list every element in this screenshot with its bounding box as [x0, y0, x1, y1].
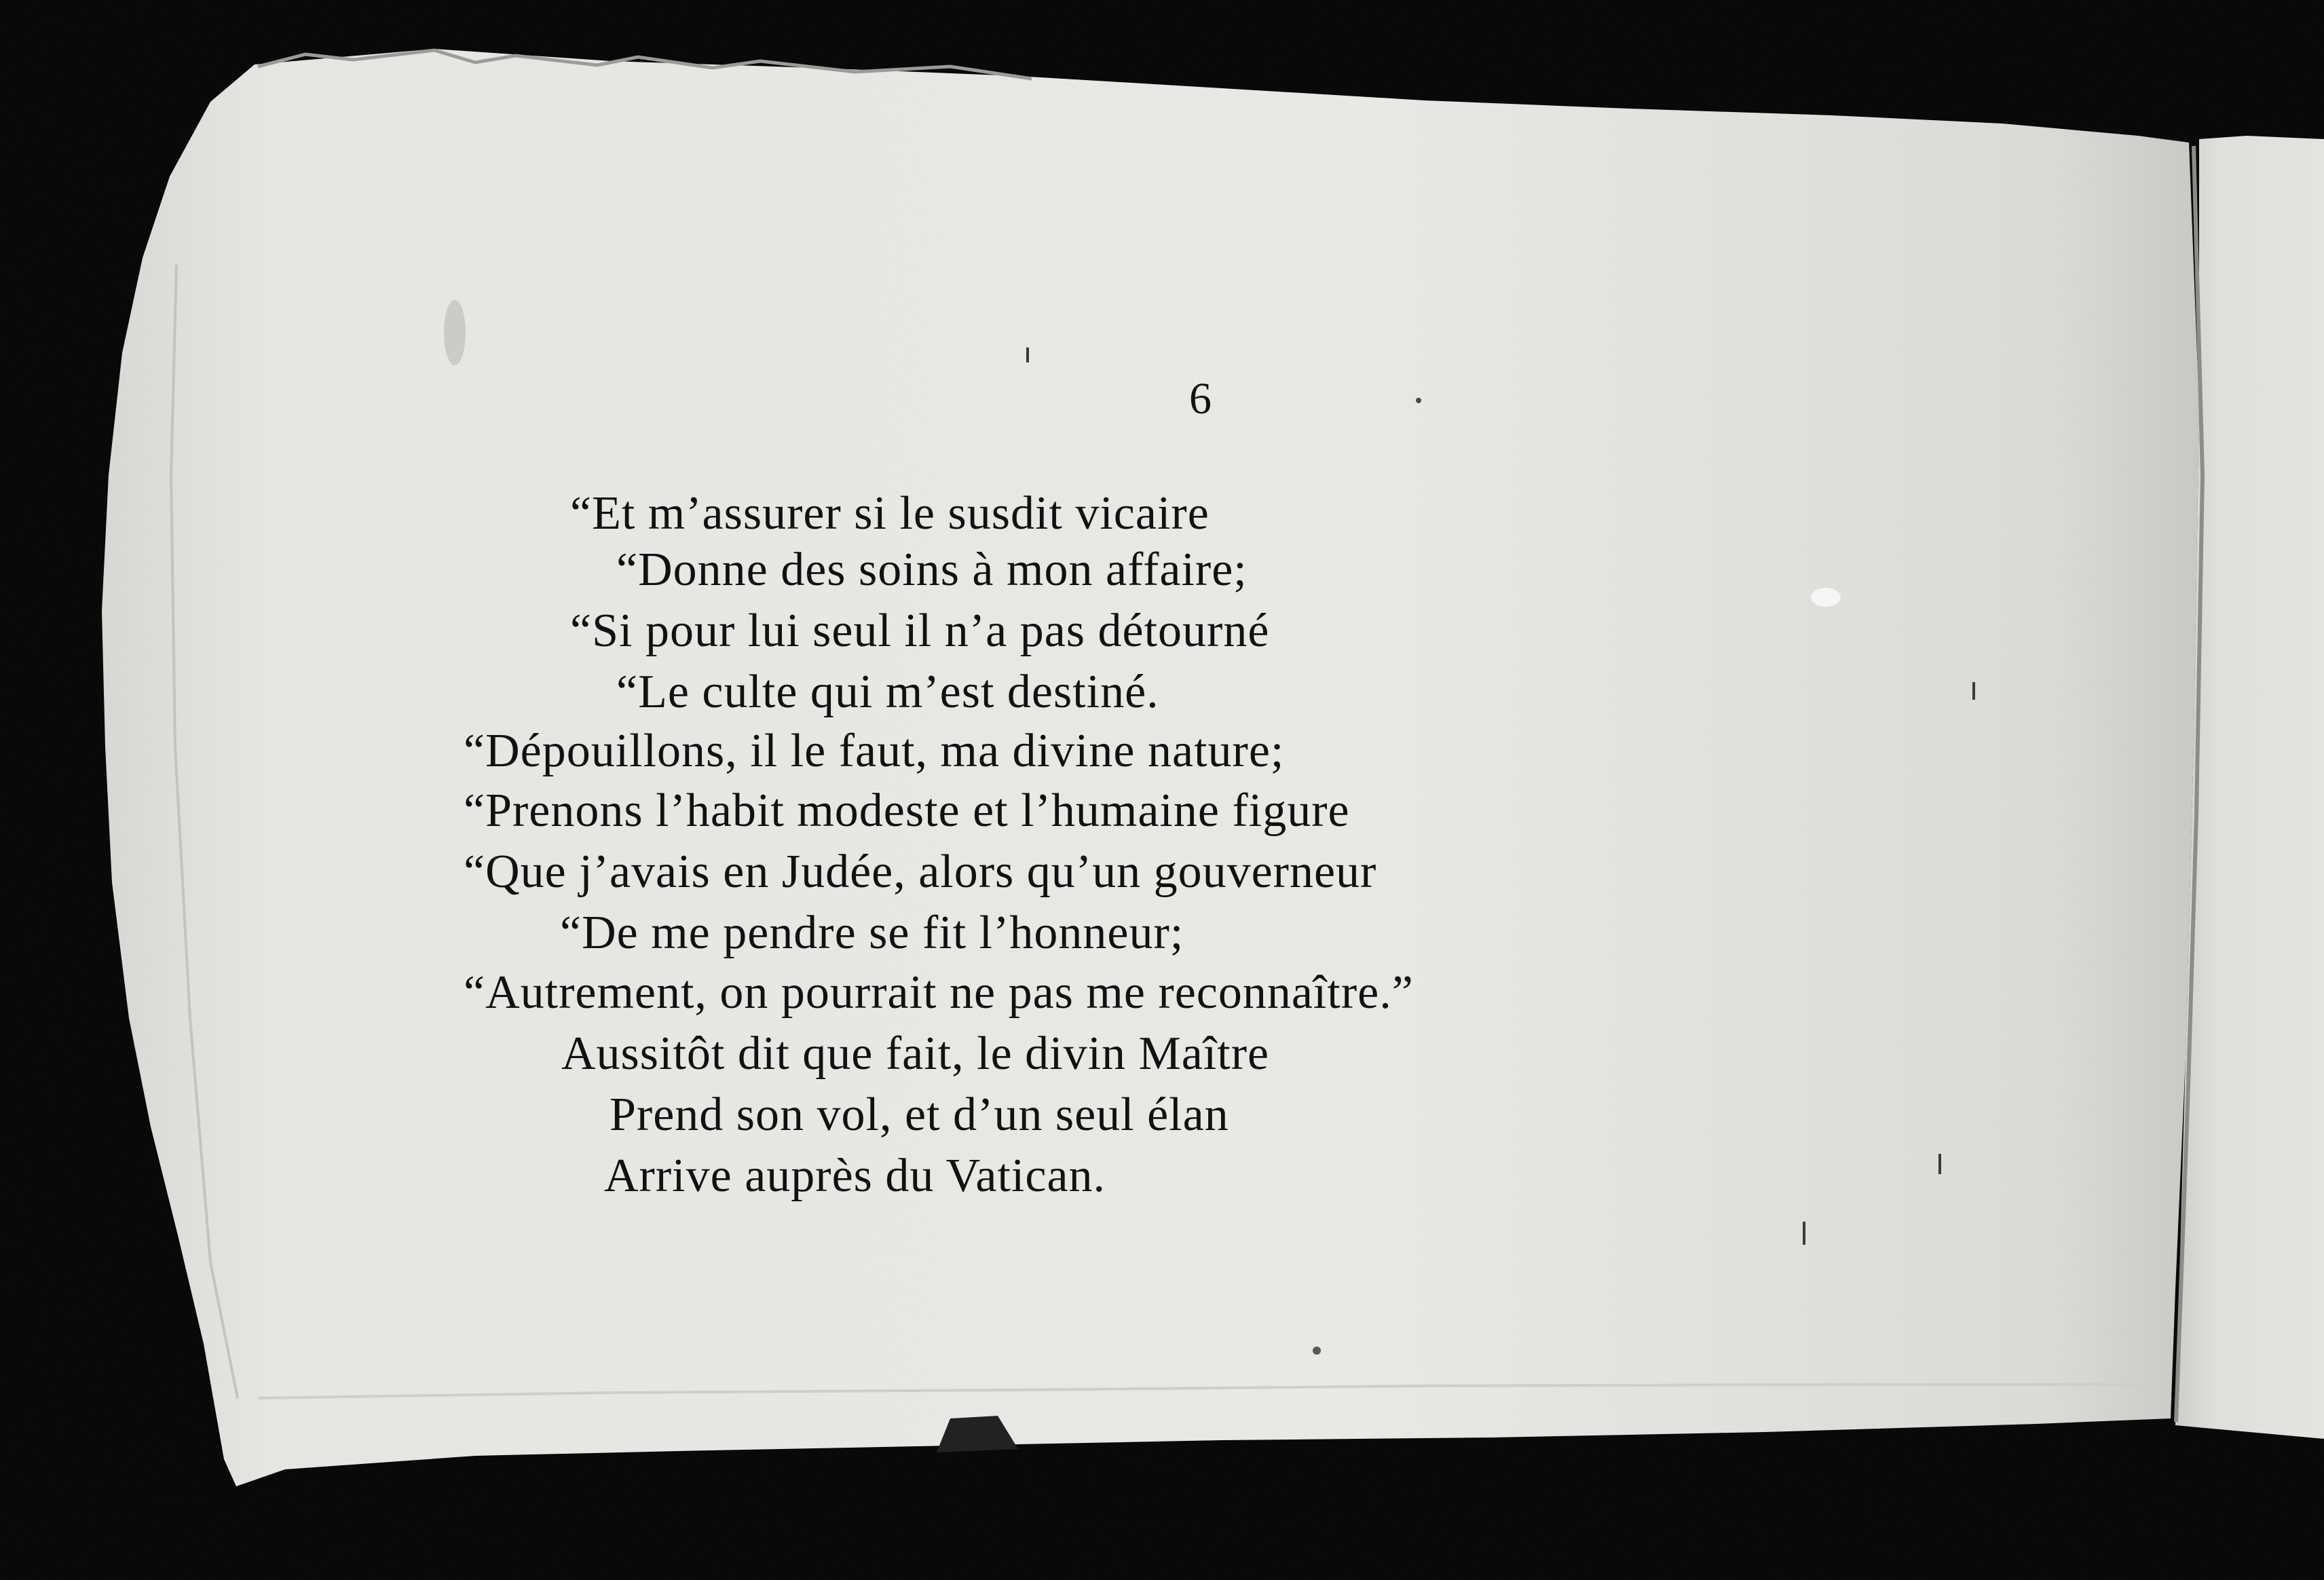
poem-line: “Dépouillons, il le faut, ma divine nature; — [464, 725, 1285, 777]
poem-line: “Donne des soins à mon affaire; — [616, 544, 1248, 596]
poem-line: “De me pendre se fit l’honneur; — [560, 907, 1184, 959]
poem-line: “Que j’avais en Judée, alors qu’un gouverneur — [464, 846, 1377, 898]
poem-line: “Et m’assurer si le susdit vicaire — [570, 487, 1210, 540]
poem-line: Arrive auprès du Vatican. — [604, 1150, 1106, 1202]
poem-line: “Le culte qui m’est destiné. — [616, 666, 1159, 718]
page-number: 6 — [1189, 374, 1212, 424]
poem-line: “Prenons l’habit modeste et l’humaine figure — [464, 785, 1350, 837]
poem-line: Aussitôt dit que fait, le divin Maître — [561, 1028, 1270, 1080]
poem-line: “Autrement, on pourrait ne pas me reconnaître.” — [464, 966, 1414, 1019]
poem-line: “Si pour lui seul il n’a pas détourné — [570, 605, 1270, 657]
poem-line: Prend son vol, et d’un seul élan — [610, 1089, 1229, 1141]
